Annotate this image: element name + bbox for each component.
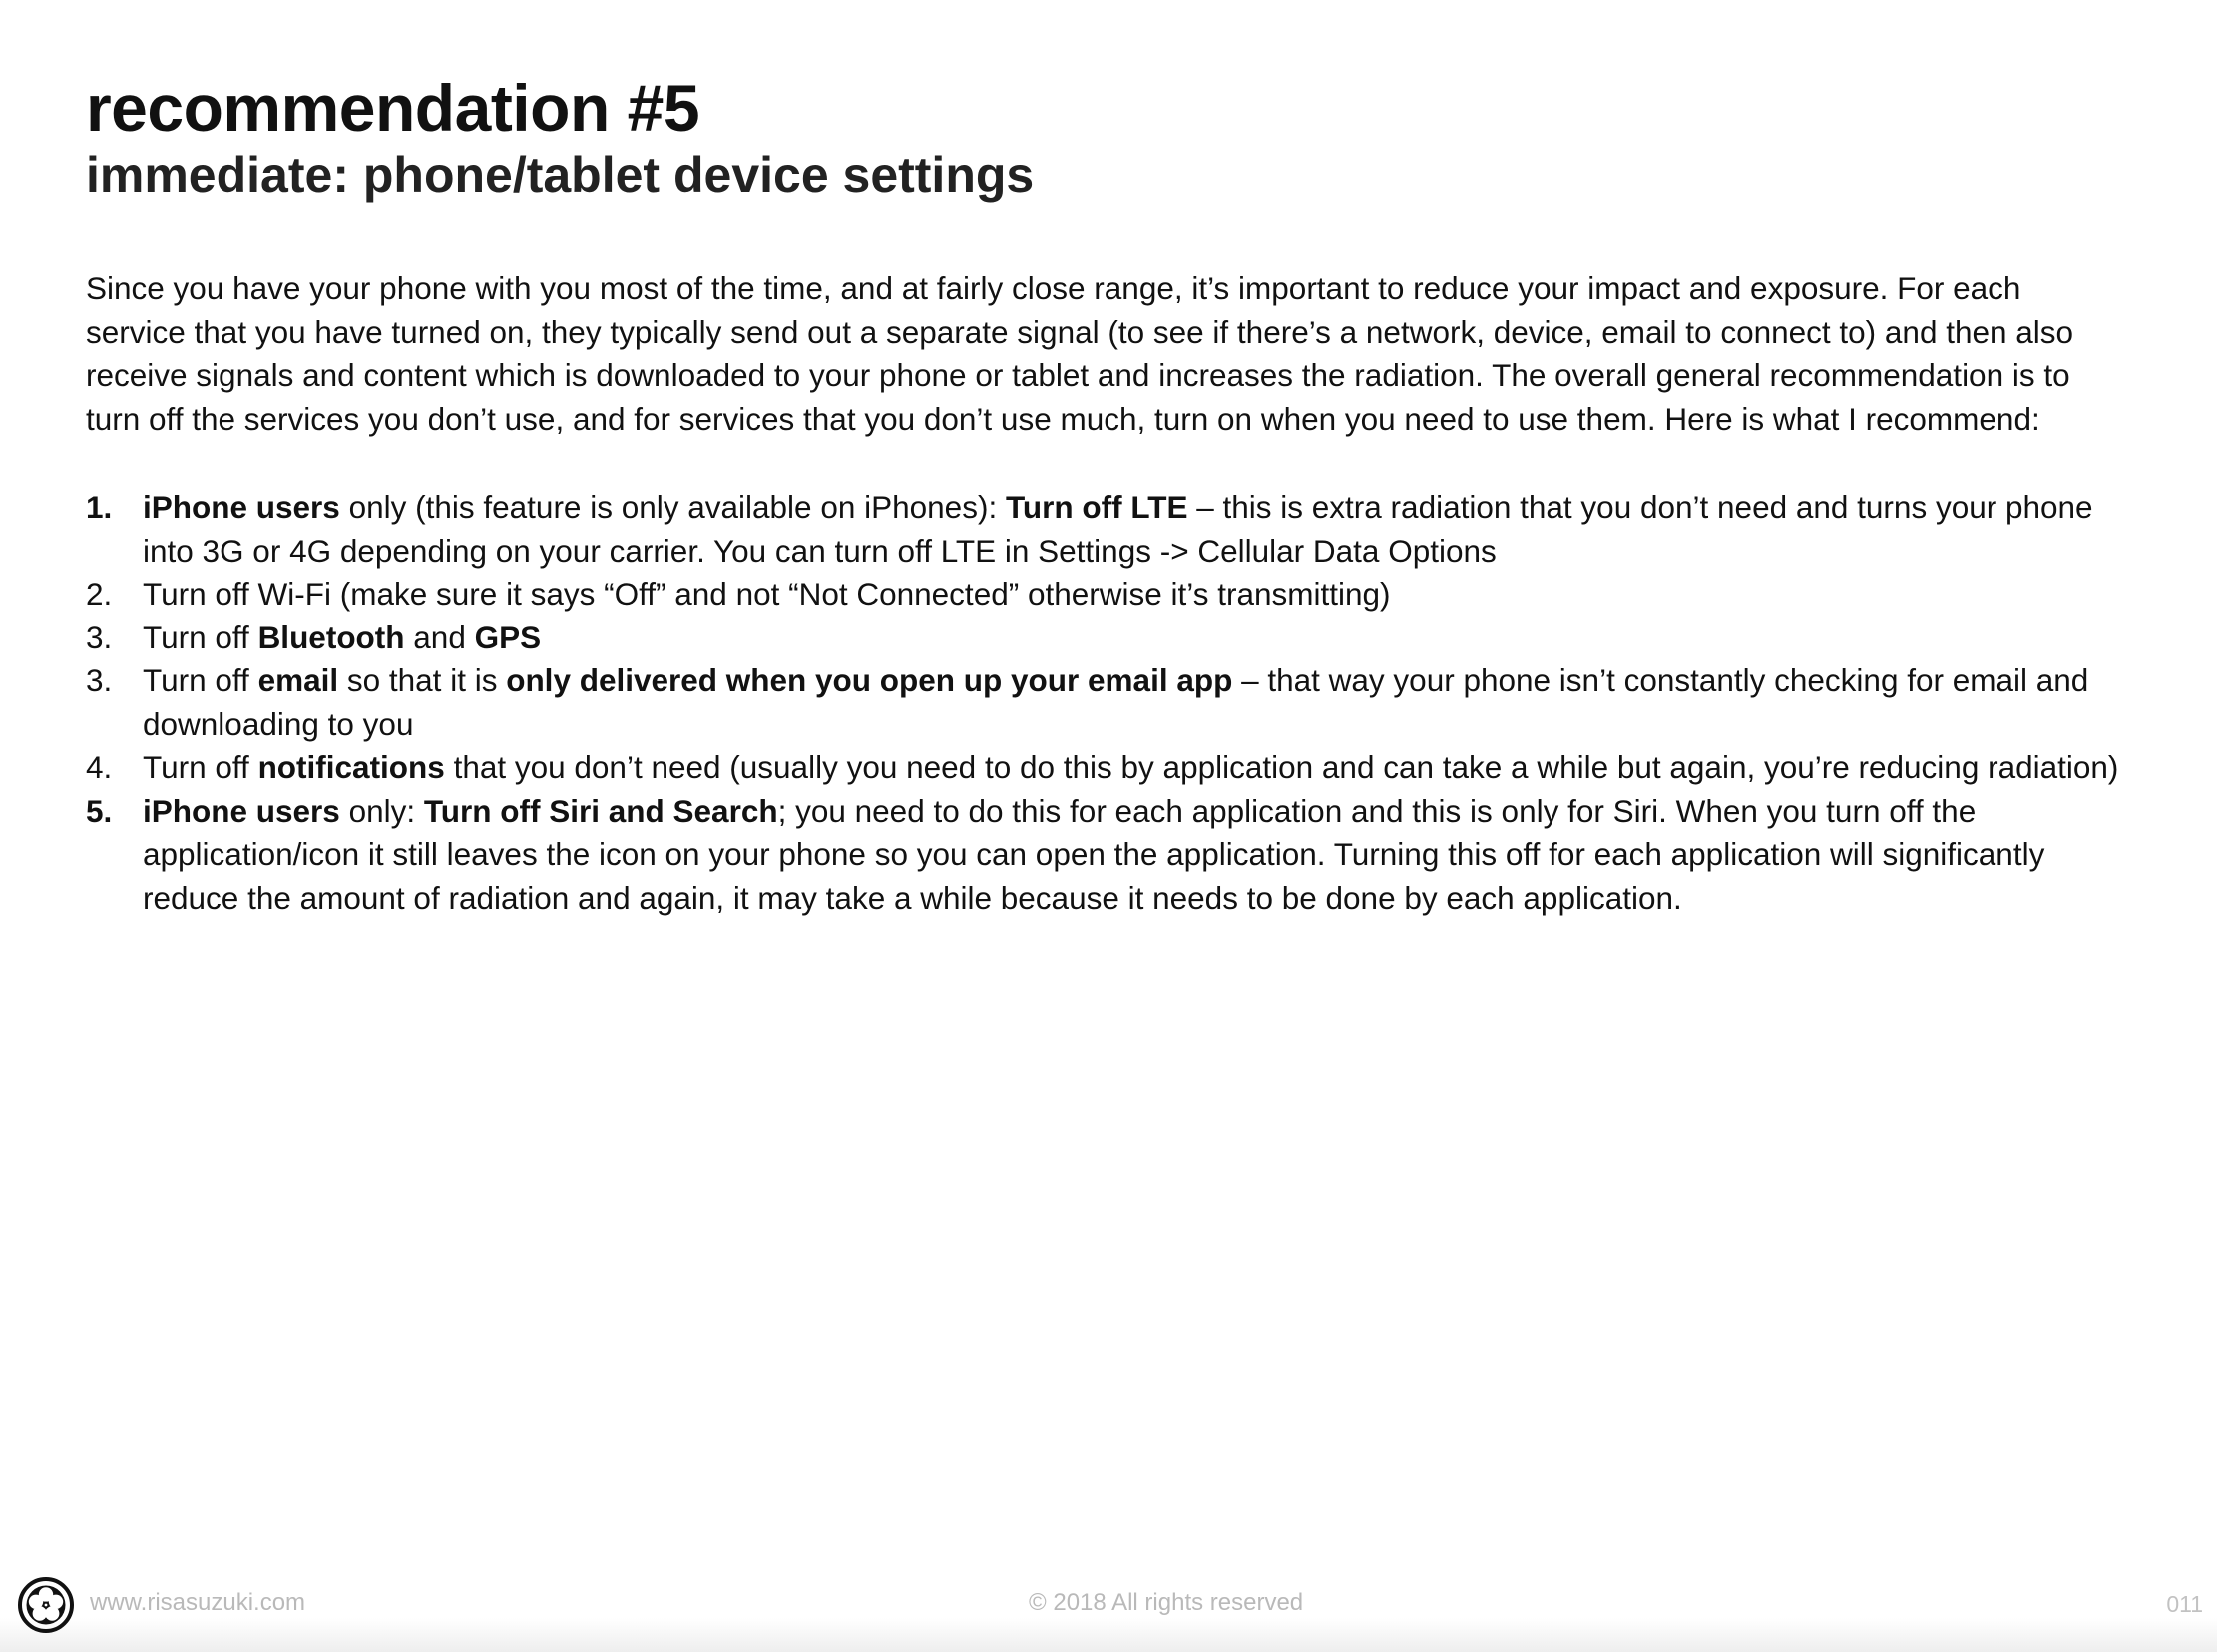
list-item-text: so that it is [338,662,507,698]
list-item [86,617,2141,660]
list-item-emphasis: Bluetooth [257,619,405,655]
list-item-emphasis: iPhone users [143,792,340,829]
footer-shade [0,1618,2217,1652]
page-subtitle: immediate: phone/tablet device settings [86,147,1035,203]
list-item [86,790,2141,921]
list-item-number: 3. [86,662,113,698]
page-footer [0,1556,2217,1652]
list-item-emphasis: email [257,662,339,698]
list-item [86,486,2141,573]
list-item-text: and [404,619,475,655]
list-item [86,746,2141,790]
list-item-text: only: [339,792,424,829]
list-item-emphasis: Turn off Siri and Search [423,792,778,829]
intro-paragraph: Since you have your phone with you most of the time, and at fairly close range, it’s important to reduce your impact and exposure. For each service that you have turned on, they typically send out a separate signal (to see if there’s a network, device, email to connect to) and then also receive signals and content which is downloaded to your phone or tablet and increases the radiation. The overall general recommendation is to turn off the services you don’t use, and for services that you don’t use much, turn on when you need to use them. Here is what I recommend: [86,270,2074,437]
list-item [86,659,2141,746]
footer-copyright: © 2018 All rights reserved [1029,1589,1304,1616]
list-item-text: Turn off Wi-Fi (make sure it says “Off” and not “Not Connected” otherwise it’s transmitting) [143,576,1391,612]
list-item-number: 2. [86,576,113,612]
list-item-text: only (this feature is only available on iPhones): [339,489,1006,525]
list-item-text: Turn off [143,619,258,655]
list-item-number: 4. [86,749,113,785]
footer-website: www.risasuzuki.com [90,1589,306,1616]
list-item-text: that you don’t need (usually you need to do this by application and can take a while but again, you’re reducing radiation) [444,749,2119,785]
list-item-emphasis: GPS [474,619,542,655]
recommendation-list [86,486,2141,920]
list-item [86,573,2141,617]
list-item-text: Turn off [143,662,258,698]
list-item-emphasis: Turn off LTE [1005,489,1188,525]
list-item-text: – that way your phone isn’t constantly checking for email and downloading to you [143,662,2089,742]
page-number: 011 [2166,1591,2203,1617]
list-item-number: 3. [86,619,113,655]
list-item-emphasis: only delivered when you open up your email app [506,662,1233,698]
list-item-emphasis: notifications [257,749,445,785]
list-item-text: ; you need to do this for each application and this is only for Siri. When you turn off the application/icon it still leaves the icon on your phone so you can open the application. Turning this off for each application will significantly reduce the amount of radiation and again, it may take a while because it needs to be done by each application. [143,792,2045,916]
family-crest-icon [17,1576,75,1634]
list-item-number: 1. [86,489,113,525]
list-item-text: Turn off [143,749,258,785]
list-item-text: – this is extra radiation that you don’t need and turns your phone into 3G or 4G depending on your carrier. You can turn off LTE in Settings -> Cellular Data Options [143,489,2093,569]
page-title: recommendation #5 [86,71,700,145]
list-item-number: 5. [86,792,113,829]
list-item-emphasis: iPhone users [143,489,340,525]
